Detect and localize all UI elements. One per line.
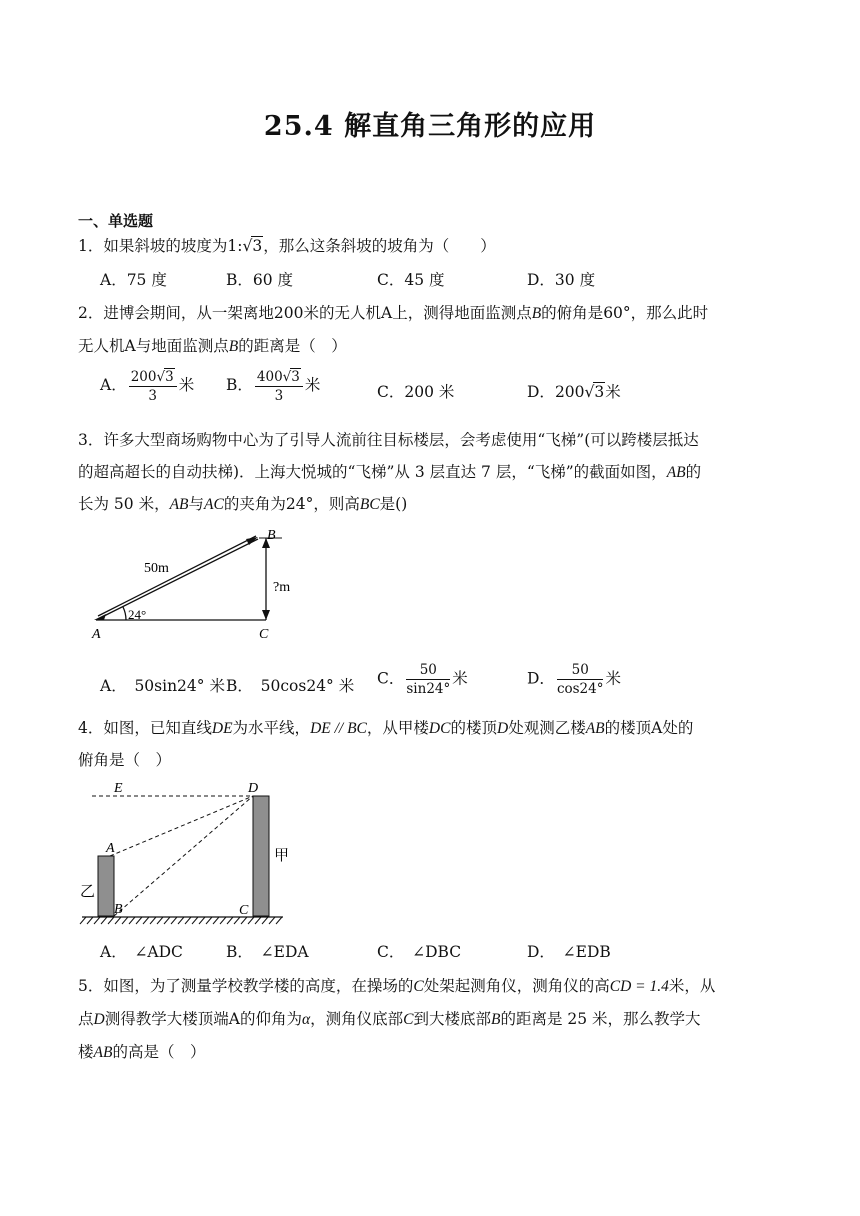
point-e-label: E xyxy=(114,781,123,796)
q2-option-b[interactable]: B． $\frac{400√3}{3}$ 米 xyxy=(226,369,321,404)
q3-option-d[interactable]: D． $\frac{50}{\cos 24^\circ}$ 米 xyxy=(527,662,621,697)
q2-option-c[interactable]: C．200 米 xyxy=(377,383,455,401)
point-b-label: B xyxy=(267,528,276,543)
escalator-figure xyxy=(86,528,306,646)
point-a-label: A xyxy=(92,627,101,642)
ground-hatching xyxy=(80,917,282,924)
angle-label: 24° xyxy=(128,607,147,622)
question-3-line-3: 长为 50 米，AB与AC的夹角为24°，则高BC是() xyxy=(78,495,408,513)
building-jia xyxy=(253,796,269,916)
q4-option-d[interactable]: D． ∠EDB xyxy=(527,943,611,961)
point-c-label: C xyxy=(259,627,269,642)
question-2-line-1: 2．进博会期间，从一架离地200米的无人机A上，测得地面监测点B的俯角是60°，那么此时 xyxy=(78,304,709,322)
question-5-line-3: 楼AB的高是（ ） xyxy=(78,1043,206,1061)
building-yi xyxy=(98,856,114,916)
q4-option-a[interactable]: A． ∠ADC xyxy=(100,943,183,961)
question-2-line-2: 无人机A与地面监测点B的距离是（ ） xyxy=(78,337,347,355)
q3-option-b[interactable]: B． 50cos24° 米 xyxy=(226,677,355,695)
point-d-label: D xyxy=(248,781,259,796)
building-jia-label: 甲 xyxy=(274,846,290,864)
point-b-label: B xyxy=(114,902,123,917)
q3-option-c[interactable]: C． $\frac{50}{\sin 24^\circ}$ 米 xyxy=(377,662,468,697)
q2-option-d[interactable]: D．200√3米 xyxy=(527,383,621,401)
q1-option-c[interactable]: C．45 度 xyxy=(377,271,445,289)
q2-option-a[interactable]: A． $\frac{200√3}{3}$ 米 xyxy=(100,369,195,404)
building-yi-label: 乙 xyxy=(80,882,96,900)
point-a-label: A xyxy=(106,841,115,856)
question-4-line-1: 4．如图，已知直线DE为水平线，DE // BC，从甲楼DC的楼顶D处观测乙楼AB的楼顶A处的 xyxy=(78,719,694,737)
question-3-line-1: 3．许多大型商场购物中心为了引导人流前往目标楼层，会考虑使用“飞梯”(可以跨楼层抵达 xyxy=(78,431,699,449)
buildings-figure xyxy=(78,778,298,928)
question-4-line-2: 俯角是（ ） xyxy=(78,751,172,769)
question-3-line-2: 的超高超长的自动扶梯)．上海大悦城的“飞梯”从 3 层直达 7 层，“飞梯”的截面如图，AB的 xyxy=(78,463,702,481)
q4-option-c[interactable]: C． ∠DBC xyxy=(377,943,462,961)
length-label: 50m xyxy=(144,561,169,576)
point-c-label: C xyxy=(239,903,249,918)
escalator-shape xyxy=(96,536,266,620)
q1-option-a[interactable]: A．75 度 xyxy=(100,271,167,289)
q1-option-b[interactable]: B．60 度 xyxy=(226,271,294,289)
q4-option-b[interactable]: B． ∠EDA xyxy=(226,943,309,961)
section-heading: 一、单选题 xyxy=(78,212,154,230)
height-label: ?m xyxy=(273,580,291,595)
question-5-line-2: 点D测得教学大楼顶端A的仰角为α，测角仪底部C到大楼底部B的距离是 25 米，那么教学大 xyxy=(78,1010,701,1028)
q1-option-d[interactable]: D．30 度 xyxy=(527,271,596,289)
q3-option-a[interactable]: A． 50sin24° 米 xyxy=(100,677,225,695)
question-1-text: 1．如果斜坡的坡度为1:√3，那么这条斜坡的坡角为（ ） xyxy=(78,237,496,255)
question-5-line-1: 5．如图，为了测量学校教学楼的高度，在操场的C处架起测角仪，测角仪的高CD = 1.4米，从 xyxy=(78,977,716,995)
page-title: 25.4 解直角三角形的应用 xyxy=(263,111,597,142)
